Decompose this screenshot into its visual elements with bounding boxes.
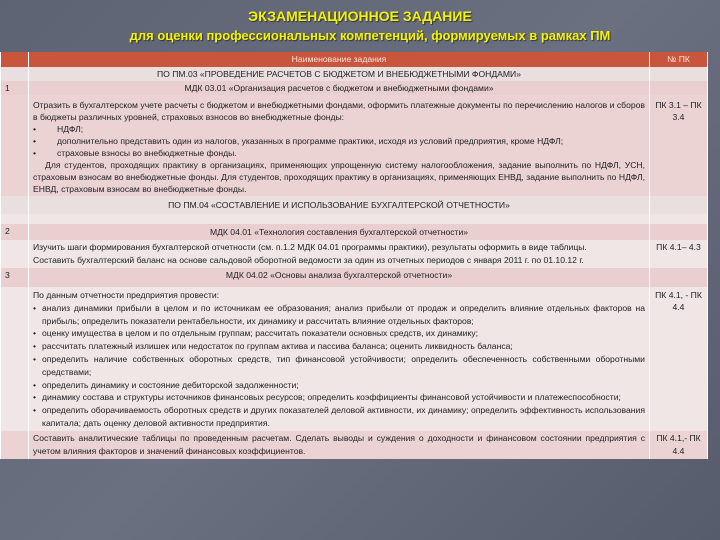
page-subtitle: для оценки профессиональных компетенций, формируемых в рамках ПМ — [129, 28, 611, 43]
list-item: • оценку имущества в целом и по отдельным группам; рассчитать показатели основных средств, их динамику; — [33, 327, 645, 340]
pk-cell: ПК 4.1,- ПК 4.4 — [650, 431, 708, 459]
list-item: • определить динамику и состояние дебиторской задолженности; — [33, 379, 645, 392]
task-text: Составить бухгалтерский баланс на основе сальдовой оборотной ведомости за один из отчетных периодов с января 2011 г. по 01.10.12 г. — [33, 255, 584, 265]
header-task: Наименование задания — [29, 52, 650, 67]
list-item: • НДФЛ; — [33, 123, 645, 135]
section-row — [1, 196, 708, 214]
list-item: • определить наличие собственных оборотных средств, тип финансовой устойчивости; определить обеспеченность собственными оборотными средствами; — [33, 353, 645, 379]
mdk-title: МДК 03.01 «Организация расчетов с бюджетом и внебюджетными фондами» — [29, 81, 650, 95]
row-number: 3 — [1, 268, 29, 287]
task-note: Для студентов, проходящих практику в организациях, применяющих упрощенную систему налогообложения, задание выполнить по НДФЛ, УСН, страховым взносам во внебюджетные фонды. Для студентов, проходящих практику в организациях, применяющих ЕНВД, задание выполнить по НДФЛ, ЕНВД, страховым взносам во внебюджетные фонды. — [33, 160, 645, 194]
list-item: • дополнительно представить один из налогов, указанных в программе практики, исходя из условий предприятия, кроме НДФЛ; — [33, 135, 645, 147]
page-title: ЭКЗАМЕНАЦИОННОЕ ЗАДАНИЕ — [248, 8, 472, 24]
pk-cell: ПК 3.1 – ПК 3.4 — [650, 95, 708, 196]
list-item: • динамику состава и структуры источников финансовых ресурсов; определить коэффициенты финансовой устойчивости и платежеспособности; — [33, 391, 645, 404]
list-item: • рассчитать платежный излишек или недостаток по группам актива и пассива баланса; оценить ликвидность баланса; — [33, 340, 645, 353]
table-row — [1, 268, 708, 287]
table-row — [1, 431, 708, 459]
list-item: • анализ динамики прибыли в целом и по источникам ее образования; анализ прибыли от продаж и определить влияние отдельных факторов на прибыль; определить показатели рентабельности, их динамику и рассчитать влияние отдельных факторов; — [33, 302, 645, 328]
section-title: ПО ПМ.04 «СОСТАВЛЕНИЕ И ИСПОЛЬЗОВАНИЕ БУХГАЛТЕРСКОЙ ОТЧЕТНОСТИ» — [29, 196, 650, 214]
mdk-title: МДК 04.02 «Основы анализа бухгалтерской отчетности» — [29, 268, 650, 287]
table-header — [1, 52, 708, 67]
task-text: Изучить шаги формирования бухгалтерской отчетности (см. п.1.2 МДК 04.01 программы практики), результаты оформить в виде таблицы. — [33, 242, 587, 252]
table-row — [1, 240, 708, 268]
row-number: 2 — [1, 224, 29, 240]
task-intro: Отразить в бухгалтерском учете расчеты с бюджетом и внебюджетными фондами, оформить платежные документы по перечислению налогов и сборов в бюджеты различных уровней, страховых взносов во внебюджетные фонды: — [33, 100, 645, 122]
table-row — [1, 287, 708, 431]
list-item: • страховые взносы во внебюджетные фонды. — [33, 147, 645, 159]
mdk-title: МДК 04.01 «Технология составления бухгалтерской отчетности» — [29, 224, 650, 240]
pk-cell: ПК 4.1, - ПК 4.4 — [650, 287, 708, 431]
task-intro: По данным отчетности предприятия провести: — [33, 290, 220, 300]
section-title: ПО ПМ.03 «ПРОВЕДЕНИЕ РАСЧЕТОВ С БЮДЖЕТОМ И ВНЕБЮДЖЕТНЫМИ ФОНДАМИ» — [29, 67, 650, 81]
header-pk: № ПК — [650, 52, 708, 67]
exam-task-table — [0, 52, 708, 459]
section-row — [1, 67, 708, 81]
table-row — [1, 95, 708, 196]
pk-cell: ПК 4.1– 4.3 — [650, 240, 708, 268]
list-item: • определить оборачиваемость оборотных средств и других показателей деловой активности, их динамику; определить эффективность использования капитала; дать оценку деловой активности предприятия. — [33, 404, 645, 430]
table-row — [1, 224, 708, 240]
table-row — [1, 81, 708, 95]
task-text: Составить аналитические таблицы по проведенным расчетам. Сделать выводы и суждения о доходности и финансовом состоянии предприятия с учетом влияния факторов и значений финансовых коэффициентов. — [29, 431, 650, 459]
row-number: 1 — [1, 81, 29, 95]
